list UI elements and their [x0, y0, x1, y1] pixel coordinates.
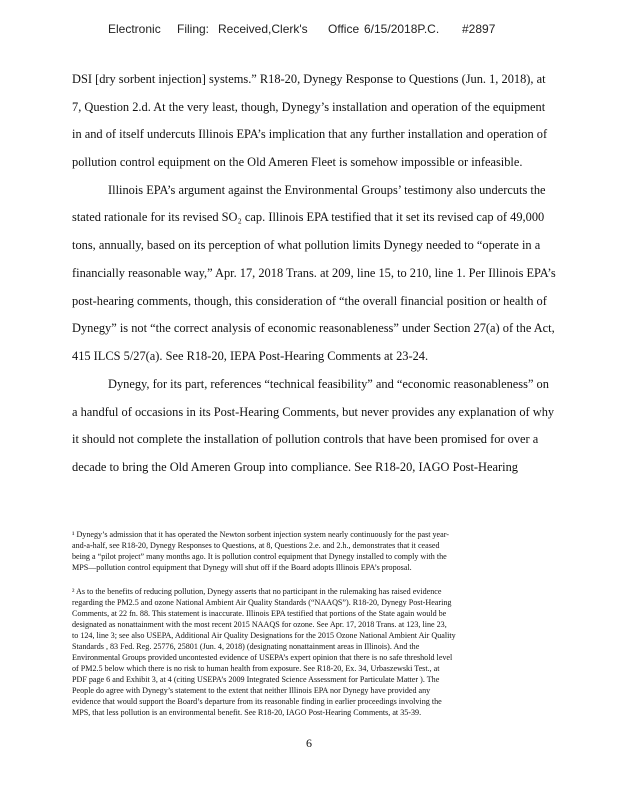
footnote-line: Environmental Groups provided uncontested evidence of USEPA’s expert opinion that there is no safe threshold level — [72, 653, 453, 662]
page-number: 6 — [306, 736, 312, 750]
footnote-line: of PM2.5 below which there is no risk to human health from exposure. See R18-20, Ex. 34, Urbaszewski Test., at — [72, 664, 440, 673]
header-number: #2897 — [462, 22, 496, 36]
body-line: financially reasonable way,” Apr. 17, 2018 Trans. at 209, line 15, to 210, line 1. Per Illinois EPA’s — [72, 266, 556, 280]
body-line: tons, annually, based on its perception of what pollution limits Dynegy needed to “operate in a — [72, 238, 541, 252]
footnote-line: Standards , 83 Fed. Reg. 25776, 25801 (Jun. 4, 2018) (designating nonattainment areas in Illinois). And the — [72, 642, 420, 651]
header-date: 6/15/2018P.C. — [364, 22, 440, 36]
footnote-line: being a “pilot project” many months ago. It is pollution control equipment that Dynegy installed to comply with the — [72, 552, 447, 561]
body-line: Dynegy, for its part, references “technical feasibility” and “economic reasonableness” on — [108, 377, 549, 391]
body-line: post-hearing comments, though, this consideration of “the overall financial position or health of — [72, 294, 547, 308]
footnote-line: PDF page 6 and Exhibit 3, at 4 (citing USEPA’s 2009 Integrated Science Assessment for Particulate Matter ). The — [72, 675, 440, 684]
footnote-line: MPS, that less pollution is an environmental benefit. See R18-20, IAGO Post-Hearing Comments, at 35-39. — [72, 708, 422, 717]
body-line: 7, Question 2.d. At the very least, though, Dynegy’s installation and operation of the equipment — [72, 100, 546, 114]
footnote-line: MPS—pollution control equipment that Dynegy will shut off if the Board adopts Illinois EPA’s proposal. — [72, 563, 412, 572]
body-line: 415 ILCS 5/27(a). See R18-20, IEPA Post-Hearing Comments at 23-24. — [72, 349, 429, 363]
body-line: pollution control equipment on the Old Ameren Fleet is somehow impossible or infeasible. — [72, 155, 523, 169]
footnote-line: People do agree with Dynegy’s statement to the extent that neither Illinois EPA nor Dynegy have provided any — [72, 686, 431, 695]
body-line: a handful of occasions in its Post-Hearing Comments, but never provides any explanation of why — [72, 405, 555, 419]
footnote-line: Comments, at 22 fn. 88. This statement is inaccurate. Illinois EPA testified that portions of the State again would be — [72, 609, 447, 618]
body-line: Illinois EPA’s argument against the Environmental Groups’ testimony also undercuts the — [108, 183, 546, 197]
body-line: DSI [dry sorbent injection] systems.” R18-20, Dynegy Response to Questions (Jun. 1, 2018), at — [72, 72, 546, 86]
header-filing: Filing: — [177, 22, 210, 36]
footnote-line: evidence that would support the Board’s departure from its reasonable finding in earlier proceedings involving the — [72, 697, 442, 706]
body-line: in and of itself undercuts Illinois EPA’s implication that any further installation and operation of — [72, 127, 548, 141]
header-received: Received,Clerk's — [218, 22, 308, 36]
footnote-line: ² As to the benefits of reducing pollution, Dynegy asserts that no participant in the rulemaking has raised evidence — [72, 587, 442, 596]
footnote-line: regarding the PM2.5 and ozone National Ambient Air Quality Standards (“NAAQS”). R18-20, Dynegy Post-Hearing — [72, 598, 452, 607]
header-electronic: Electronic — [108, 22, 161, 36]
footnote-line: to 124, line 3; see also USEPA, Additional Air Quality Designations for the 2015 Ozone National Ambient Air Quality — [72, 631, 456, 640]
body-line: stated rationale for its revised SO₂ cap. Illinois EPA testified that it set its revised cap of 49,000 — [72, 210, 545, 224]
body-line: Dynegy” is not “the correct analysis of economic reasonableness” under Section 27(a) of the Act, — [72, 321, 555, 335]
footnote-line: ¹ Dynegy’s admission that it has operated the Newton sorbent injection system nearly continuously for the past year- — [72, 530, 449, 539]
footnote-line: designated as nonattainment with the most recent 2015 NAAQS for ozone. See Apr. 17, 2018 Trans. at 123, line 23, — [72, 620, 447, 629]
footnote-line: and-a-half, see R18-20, Dynegy Responses to Questions, at 8, Questions 2.e. and 2.h., demonstrates that it ceased — [72, 541, 440, 550]
body-line: it should not complete the installation of pollution controls that have been promised for over a — [72, 432, 539, 446]
header-office: Office — [328, 22, 360, 36]
body-line: decade to bring the Old Ameren Group into compliance. See R18-20, IAGO Post-Hearing — [72, 460, 518, 474]
